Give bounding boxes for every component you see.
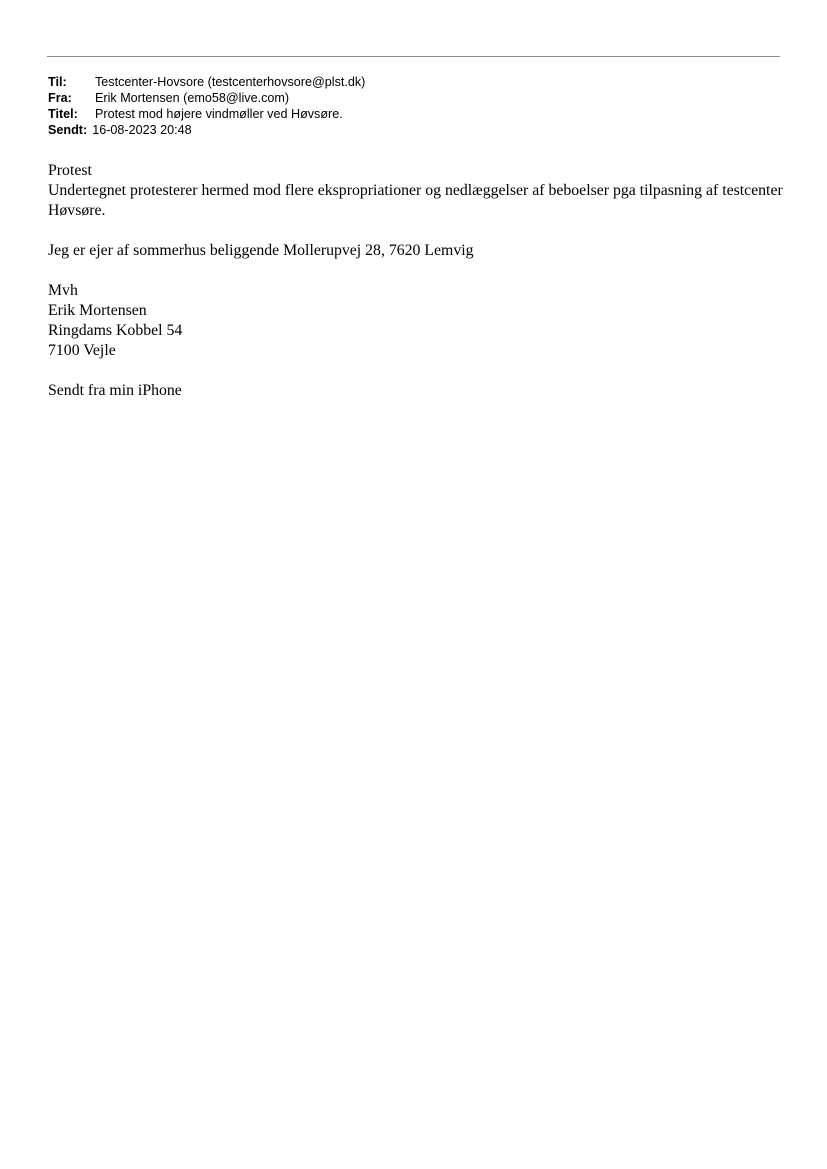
paragraph-spacer [48, 221, 783, 241]
to-value: Testcenter-Hovsore (testcenterhovsore@plst.dk) [95, 75, 366, 89]
header-divider [47, 56, 780, 57]
paragraph-spacer [48, 361, 783, 381]
email-body [48, 161, 783, 401]
subject-label: Titel: [48, 107, 78, 121]
body-paragraph-protest: Undertegnet protesterer hermed mod flere ekspropriationer og nedlæggelser af beboelser pga tilpasning af testcenter Høvsøre. [48, 182, 783, 219]
email-header [48, 74, 365, 138]
closing-greeting: Mvh [48, 282, 78, 299]
from-value: Erik Mortensen (emo58@live.com) [95, 91, 290, 105]
signature-street: Ringdams Kobbel 54 [48, 322, 183, 339]
to-row [48, 74, 365, 90]
sent-row [48, 122, 365, 138]
from-row [48, 90, 365, 106]
sent-from-footer: Sendt fra min iPhone [48, 382, 182, 399]
subject-value: Protest mod højere vindmøller ved Høvsøre. [95, 107, 343, 121]
from-label: Fra: [48, 91, 72, 105]
paragraph-spacer [48, 261, 783, 281]
sent-label: Sendt: [48, 123, 88, 137]
signature-name: Erik Mortensen [48, 302, 147, 319]
signature-city: 7100 Vejle [48, 342, 116, 359]
body-heading: Protest [48, 162, 92, 179]
subject-row [48, 106, 365, 122]
sent-value: 16-08-2023 20:48 [92, 123, 192, 137]
body-paragraph-ownership: Jeg er ejer af sommerhus beliggende Mollerupvej 28, 7620 Lemvig [48, 242, 474, 259]
to-label: Til: [48, 75, 67, 89]
